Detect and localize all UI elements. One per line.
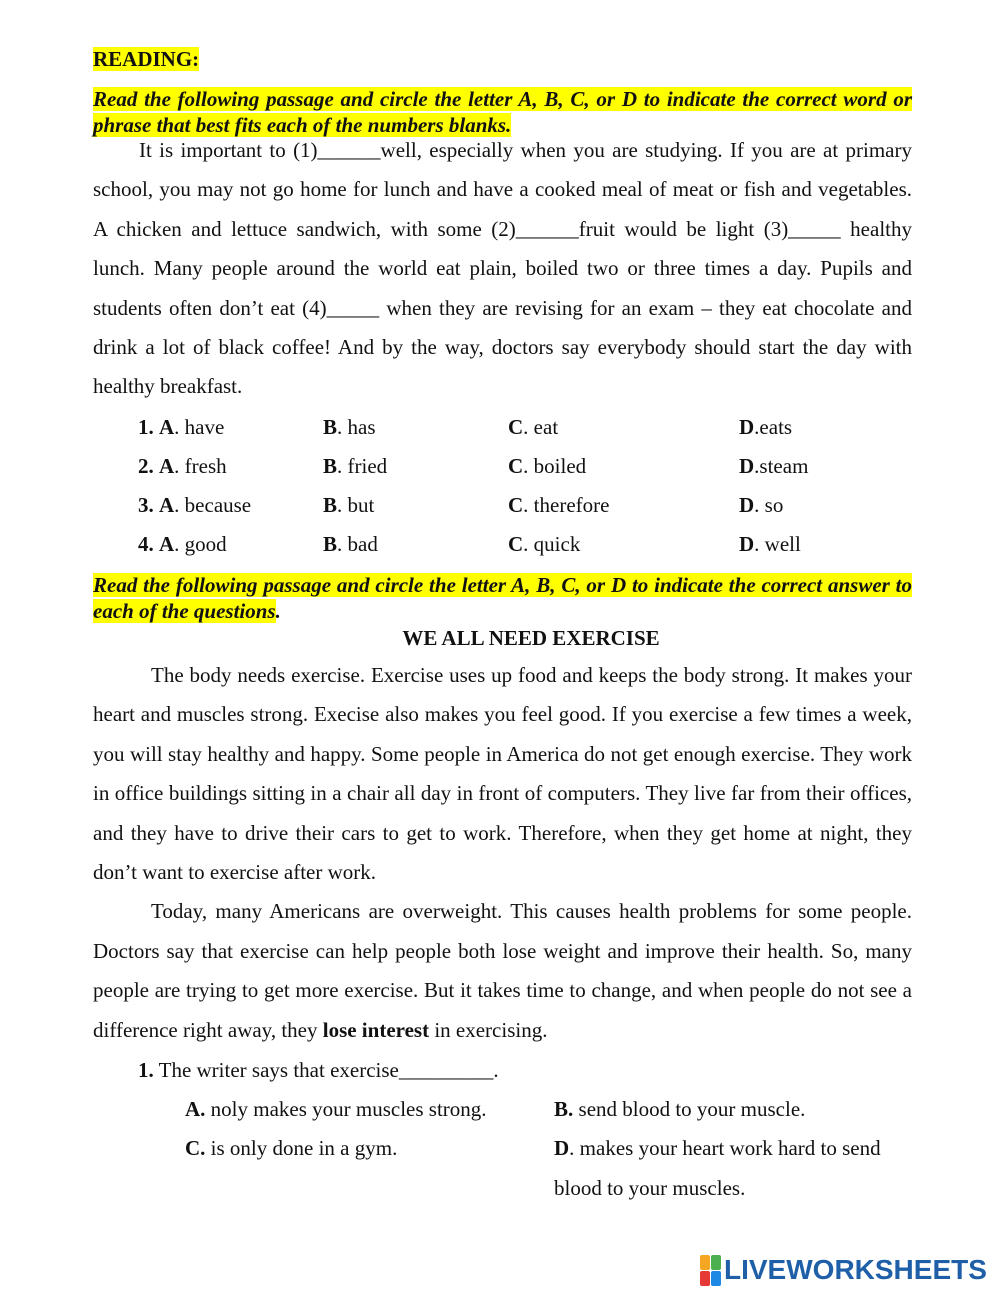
question-1-option-d[interactable]: D. makes your heart work hard to send blood to your muscles. (554, 1136, 881, 1200)
instruction-2-text: Read the following passage and circle the letter A, B, C, or D to indicate the correct answer to each of the questions (93, 573, 912, 623)
question-1-option-c[interactable]: C. is only done in a gym. (185, 1136, 398, 1160)
option-c[interactable]: C. boiled (508, 454, 587, 478)
passage-2-paragraph-2: Today, many Americans are overweight. This causes health problems for some people. Doctors say that exercise can help people both lose weight and improve their health. So, many people are trying to get more exercise. But it takes time to change, and when people do not see a difference right away, they lose interest in exercising. (93, 899, 912, 1042)
option-a[interactable]: 1. A. have (138, 415, 225, 439)
option-d[interactable]: D.steam (739, 454, 809, 478)
passage-2-paragraph-1: The body needs exercise. Exercise uses up food and keeps the body strong. It makes your heart and muscles strong. Execise also makes you feel good. If you exercise a few times a week, you will stay healthy and happy. Some people in America do not get enough exercise. They work in office buildings sitting in a chair all day in front of computers. They live far from their offices, and they have to drive their cars to get to work. Therefore, when they get home at night, they don’t want to exercise after work. (93, 663, 912, 885)
option-c[interactable]: C. therefore (508, 493, 610, 517)
question-row (0, 490, 1000, 520)
instruction-2-end: . (275, 599, 281, 623)
option-d[interactable]: D. so (739, 493, 784, 517)
option-b[interactable]: B. fried (323, 454, 388, 478)
question-row (0, 412, 1000, 442)
passage-2 (93, 656, 912, 1050)
logo-text: LIVEWORKSHEETS (724, 1254, 987, 1285)
question-row (0, 451, 1000, 481)
instruction-1-text: Read the following passage and circle the letter A, B, C, or D to indicate the correct word or phrase that best fits each of the numbers blanks. (93, 87, 912, 137)
liveworksheets-logo[interactable] (700, 1253, 987, 1287)
option-a[interactable]: 2. A. fresh (138, 454, 227, 478)
question-1: 1. The writer says that exercise_________. (138, 1058, 499, 1082)
instruction-2 (93, 572, 912, 624)
option-a[interactable]: 4. A. good (138, 532, 227, 556)
bold-phrase: lose interest (322, 1017, 430, 1042)
option-b[interactable]: B. has (323, 415, 376, 439)
question-1-option-b[interactable]: B. send blood to your muscle. (554, 1097, 806, 1121)
option-d[interactable]: D. well (739, 532, 801, 556)
option-a[interactable]: 3. A. because (138, 493, 252, 517)
question-row (0, 529, 1000, 559)
option-b[interactable]: B. but (323, 493, 375, 517)
passage-title: WE ALL NEED EXERCISE (402, 626, 660, 650)
option-d[interactable]: D.eats (739, 415, 793, 439)
reading-heading: READING: (93, 47, 200, 71)
option-c[interactable]: C. eat (508, 415, 559, 439)
question-1-option-a[interactable]: A. noly makes your muscles strong. (185, 1097, 487, 1121)
option-b[interactable]: B. bad (323, 532, 378, 556)
passage-1 (93, 131, 912, 407)
passage-1-text: It is important to (1)______well, especially when you are studying. If you are at primary school, you may not go home for lunch and have a cooked meal of meat or fish and vegetables. A chicken and lettuce sandwich, with some (2)______fruit would be light (3)_____ healthy lunch. Many people around the world eat plain, boiled two or three times a day. Pupils and students often don’t eat (4)_____ when they are revising for an exam – they eat chocolate and drink a lot of black coffee! And by the way, doctors say everybody should start the day with healthy breakfast. (93, 138, 912, 399)
logo-icon (700, 1255, 721, 1286)
option-c[interactable]: C. quick (508, 532, 581, 556)
page-title (93, 46, 199, 72)
